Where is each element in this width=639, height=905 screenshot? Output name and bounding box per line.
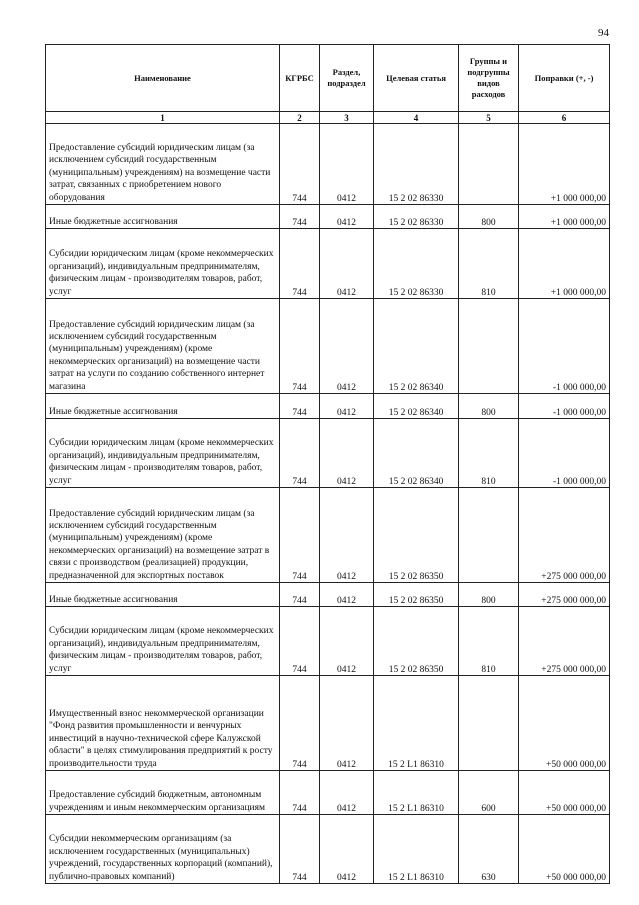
row-section: 0412 bbox=[320, 676, 374, 771]
row-group: 810 bbox=[459, 607, 519, 676]
row-group: 810 bbox=[459, 229, 519, 299]
row-kgrbs: 744 bbox=[280, 488, 320, 583]
table-row bbox=[46, 299, 610, 394]
page-number: 94 bbox=[598, 27, 609, 39]
row-name: Иные бюджетные ассигнования bbox=[46, 394, 280, 419]
row-section: 0412 bbox=[320, 229, 374, 299]
row-section: 0412 bbox=[320, 124, 374, 205]
column-number: 1 bbox=[46, 112, 280, 124]
row-section: 0412 bbox=[320, 607, 374, 676]
row-kgrbs: 744 bbox=[280, 815, 320, 884]
row-amount: +275 000 000,00 bbox=[519, 607, 610, 676]
row-name: Предоставление субсидий юридическим лицам (за исключением субсидий государственным (муниципальным) учреждениям) на возмещение части затрат, связанных с приобретением нового оборудования bbox=[46, 124, 280, 205]
row-kgrbs: 744 bbox=[280, 607, 320, 676]
row-group: 800 bbox=[459, 394, 519, 419]
row-section: 0412 bbox=[320, 419, 374, 488]
row-kgrbs: 744 bbox=[280, 124, 320, 205]
row-group bbox=[459, 676, 519, 771]
table-row bbox=[46, 815, 610, 884]
row-target: 15 2 L1 86310 bbox=[374, 771, 459, 815]
row-kgrbs: 744 bbox=[280, 205, 320, 229]
row-kgrbs: 744 bbox=[280, 394, 320, 419]
row-name: Имущественный взнос некоммерческой организации "Фонд развития промышленности и венчурных инвестиций в научно-технической сфере Калужской области" в целях стимулирования предприятий к росту производительности труда bbox=[46, 676, 280, 771]
row-amount: +275 000 000,00 bbox=[519, 488, 610, 583]
row-target: 15 2 02 86350 bbox=[374, 583, 459, 607]
row-group: 800 bbox=[459, 205, 519, 229]
row-group: 630 bbox=[459, 815, 519, 884]
row-section: 0412 bbox=[320, 815, 374, 884]
table-row bbox=[46, 771, 610, 815]
row-kgrbs: 744 bbox=[280, 299, 320, 394]
row-target: 15 2 02 86330 bbox=[374, 229, 459, 299]
row-target: 15 2 02 86350 bbox=[374, 488, 459, 583]
row-group: 800 bbox=[459, 583, 519, 607]
row-name: Предоставление субсидий бюджетным, автономным учреждениям и иным некоммерческим организациям bbox=[46, 771, 280, 815]
row-amount: +50 000 000,00 bbox=[519, 676, 610, 771]
row-target: 15 2 02 86340 bbox=[374, 394, 459, 419]
table-row bbox=[46, 419, 610, 488]
column-number: 3 bbox=[320, 112, 374, 124]
table-row bbox=[46, 394, 610, 419]
table-row bbox=[46, 229, 610, 299]
header-groups: Группы и подгруппы видов расходов bbox=[459, 45, 519, 112]
row-target: 15 2 L1 86310 bbox=[374, 815, 459, 884]
row-group: 600 bbox=[459, 771, 519, 815]
row-section: 0412 bbox=[320, 771, 374, 815]
column-numbers-row bbox=[46, 112, 610, 124]
row-amount: -1 000 000,00 bbox=[519, 419, 610, 488]
row-group bbox=[459, 124, 519, 205]
row-target: 15 2 02 86340 bbox=[374, 299, 459, 394]
table-row bbox=[46, 205, 610, 229]
column-number: 5 bbox=[459, 112, 519, 124]
table-row bbox=[46, 676, 610, 771]
header-amendments: Поправки (+, -) bbox=[519, 45, 610, 112]
row-name: Субсидии юридическим лицам (кроме некоммерческих организаций), индивидуальным предпринимателям, физическим лицам - производителям товаров, работ, услуг bbox=[46, 229, 280, 299]
column-number: 4 bbox=[374, 112, 459, 124]
row-section: 0412 bbox=[320, 205, 374, 229]
row-amount: +50 000 000,00 bbox=[519, 815, 610, 884]
header-kgrbs: КГРБС bbox=[280, 45, 320, 112]
table-row bbox=[46, 124, 610, 205]
row-name: Субсидии некоммерческим организациям (за исключением государственных (муниципальных) учреждений, государственных корпораций (компаний), публично-правовых компаний) bbox=[46, 815, 280, 884]
row-target: 15 2 02 86340 bbox=[374, 419, 459, 488]
header-section: Раздел, подраздел bbox=[320, 45, 374, 112]
row-section: 0412 bbox=[320, 488, 374, 583]
row-kgrbs: 744 bbox=[280, 419, 320, 488]
table-row bbox=[46, 488, 610, 583]
row-amount: +1 000 000,00 bbox=[519, 229, 610, 299]
table-header-row bbox=[46, 45, 610, 112]
budget-amendments-table bbox=[45, 44, 610, 884]
row-kgrbs: 744 bbox=[280, 771, 320, 815]
row-amount: +1 000 000,00 bbox=[519, 205, 610, 229]
row-amount: +50 000 000,00 bbox=[519, 771, 610, 815]
row-name: Предоставление субсидий юридическим лицам (за исключением субсидий государственным (муниципальным) учреждениям) (кроме некоммерческих организаций) на возмещение части затрат на услуги по созданию собственного интернет магазина bbox=[46, 299, 280, 394]
row-name: Субсидии юридическим лицам (кроме некоммерческих организаций), индивидуальным предпринимателям, физическим лицам - производителям товаров, работ, услуг bbox=[46, 607, 280, 676]
row-section: 0412 bbox=[320, 299, 374, 394]
row-target: 15 2 L1 86310 bbox=[374, 676, 459, 771]
row-section: 0412 bbox=[320, 583, 374, 607]
row-amount: +1 000 000,00 bbox=[519, 124, 610, 205]
row-target: 15 2 02 86330 bbox=[374, 205, 459, 229]
row-target: 15 2 02 86350 bbox=[374, 607, 459, 676]
row-group bbox=[459, 488, 519, 583]
row-name: Иные бюджетные ассигнования bbox=[46, 205, 280, 229]
row-kgrbs: 744 bbox=[280, 229, 320, 299]
column-number: 6 bbox=[519, 112, 610, 124]
header-name: Наименование bbox=[46, 45, 280, 112]
row-name: Субсидии юридическим лицам (кроме некоммерческих организаций), индивидуальным предпринимателям, физическим лицам - производителям товаров, работ, услуг bbox=[46, 419, 280, 488]
table-row bbox=[46, 607, 610, 676]
row-section: 0412 bbox=[320, 394, 374, 419]
header-target: Целевая статья bbox=[374, 45, 459, 112]
row-kgrbs: 744 bbox=[280, 676, 320, 771]
row-target: 15 2 02 86330 bbox=[374, 124, 459, 205]
row-name: Предоставление субсидий юридическим лицам (за исключением субсидий государственным (муниципальным) учреждениям) (кроме некоммерческих организаций) на возмещение затрат в связи с производством (реализацией) продукции, предназначенной для экспортных поставок bbox=[46, 488, 280, 583]
row-amount: -1 000 000,00 bbox=[519, 299, 610, 394]
row-group bbox=[459, 299, 519, 394]
row-kgrbs: 744 bbox=[280, 583, 320, 607]
row-amount: +275 000 000,00 bbox=[519, 583, 610, 607]
row-group: 810 bbox=[459, 419, 519, 488]
row-name: Иные бюджетные ассигнования bbox=[46, 583, 280, 607]
column-number: 2 bbox=[280, 112, 320, 124]
table-row bbox=[46, 583, 610, 607]
row-amount: -1 000 000,00 bbox=[519, 394, 610, 419]
